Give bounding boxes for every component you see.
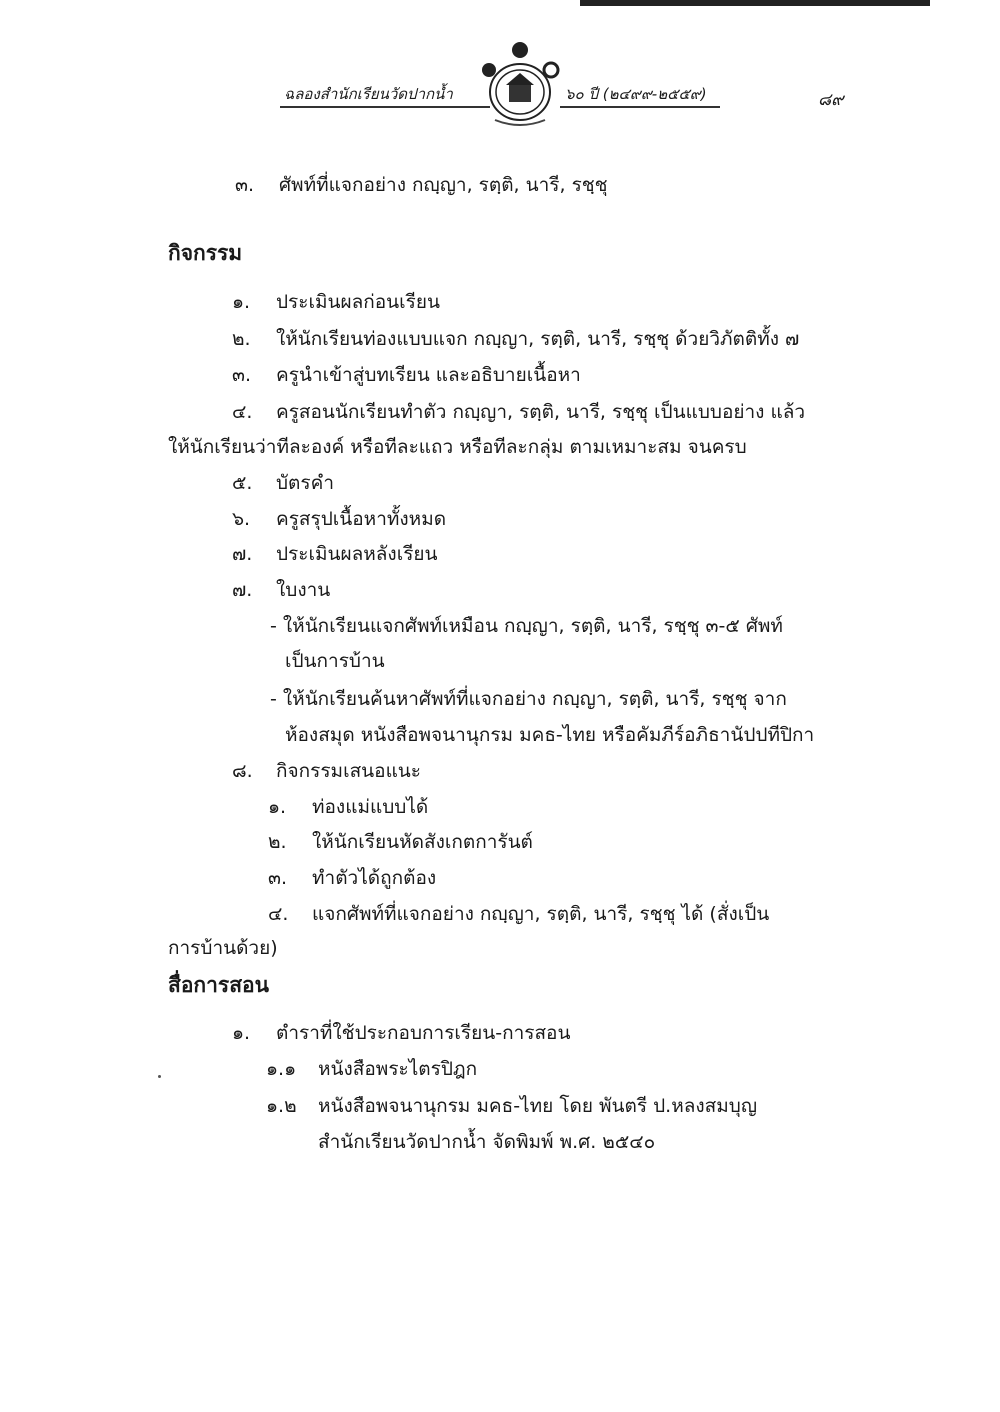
item-text: ให้นักเรียนท่องแบบแจก กญฺญา, รตฺติ, นารี, รชฺชุ ด้วยวิภัตติทั้ง ๗ (276, 328, 800, 350)
worksheet-item-continuation: เป็นการบ้าน (285, 650, 385, 672)
activity-item (232, 577, 330, 603)
suggested-item-continuation: การบ้านด้วย) (168, 937, 278, 959)
item-number: ๑. (232, 291, 251, 313)
school-emblem-icon (475, 40, 565, 128)
item-text: ทำตัวได้ถูกต้อง (312, 867, 437, 889)
media-heading: สื่อการสอน (168, 973, 270, 997)
suggested-item (268, 829, 533, 855)
header-right-text: ๖๐ ปี (๒๔๙๙-๒๕๕๙) (565, 85, 707, 103)
page-number: ๘๙ (818, 90, 844, 110)
item-text: ครูสรุปเนื้อหาทั้งหมด (276, 508, 447, 530)
header-rule-left (280, 106, 490, 108)
item-number: ๑. (268, 796, 287, 818)
media-subitem (266, 1093, 757, 1119)
worksheet-item: - ให้นักเรียนค้นหาศัพท์ที่แจกอย่าง กญฺญา, รตฺติ, นารี, รชฺชุ จาก (270, 688, 787, 710)
item-number: ๕. (232, 472, 253, 494)
activity-item (232, 506, 446, 532)
item-text: บัตรคำ (276, 472, 334, 494)
header-left-text: ฉลองสำนักเรียนวัดปากน้ำ (284, 85, 453, 103)
activity-item (232, 362, 581, 388)
header-rule-right (560, 106, 720, 108)
activity-item (232, 326, 799, 352)
media-subitem (266, 1056, 477, 1082)
item-text: ประเมินผลหลังเรียน (276, 543, 438, 565)
media-item (232, 1020, 570, 1046)
item-number: ๓. (268, 867, 288, 889)
item-number: ๑. (232, 1022, 251, 1044)
activity-item (232, 470, 334, 496)
item-number: ๓. (235, 174, 255, 196)
item-number: ๔. (268, 903, 289, 925)
item-number: ๑.๑ (266, 1058, 297, 1080)
worksheet-item: - ให้นักเรียนแจกศัพท์เหมือน กญฺญา, รตฺติ, นารี, รชฺชุ ๓-๕ ศัพท์ (270, 615, 783, 637)
suggested-item (268, 901, 769, 927)
item-text: ศัพท์ที่แจกอย่าง กญฺญา, รตฺติ, นารี, รชฺชุ (279, 174, 608, 196)
item-number: ๓. (232, 364, 252, 386)
item-number: ๒. (232, 328, 251, 350)
item-number: ๗. (232, 579, 253, 601)
media-subitem-continuation: สำนักเรียนวัดปากน้ำ จัดพิมพ์ พ.ศ. ๒๕๔๐ (318, 1131, 656, 1153)
item-text: ครูสอนนักเรียนทำตัว กญฺญา, รตฺติ, นารี, รชฺชุ เป็นแบบอย่าง แล้ว (276, 401, 806, 423)
item-text: ประเมินผลก่อนเรียน (276, 291, 440, 313)
item-text: ใบงาน (276, 579, 331, 601)
activity-item-continuation: ให้นักเรียนว่าทีละองค์ หรือทีละแถว หรือทีละกลุ่ม ตามเหมาะสม จนครบ (168, 436, 747, 458)
activity-item (232, 541, 438, 567)
suggested-activities-label (232, 758, 421, 784)
activity-item (232, 399, 805, 425)
scan-speck (158, 1075, 161, 1078)
item-text: หนังสือพระไตรปิฎก (318, 1058, 478, 1080)
item-text: ท่องแม่แบบได้ (312, 796, 429, 818)
suggested-item (268, 794, 428, 820)
item-number: ๗. (232, 543, 253, 565)
page-header (270, 40, 870, 130)
item-number: ๔. (232, 401, 253, 423)
activities-heading: กิจกรรม (168, 241, 243, 265)
item-number: ๒. (268, 831, 287, 853)
item-text: ครูนำเข้าสู่บทเรียน และอธิบายเนื้อหา (276, 364, 581, 386)
item-text: ให้นักเรียนหัดสังเกตการันต์ (312, 831, 533, 853)
worksheet-item-continuation: ห้องสมุด หนังสือพจนานุกรม มคธ-ไทย หรือคัมภีร์อภิธานัปปทีปิกา (285, 724, 815, 746)
intro-item (235, 172, 608, 198)
suggested-item (268, 865, 436, 891)
activity-item (232, 289, 440, 315)
item-number: ๑.๒ (266, 1095, 297, 1117)
item-number: ๘. (232, 760, 253, 782)
top-edge-bar (580, 0, 930, 6)
item-text: ตำราที่ใช้ประกอบการเรียน-การสอน (276, 1022, 571, 1044)
item-number: ๖. (232, 508, 251, 530)
item-text: หนังสือพจนานุกรม มคธ-ไทย โดย พันตรี ป.หลงสมบุญ (318, 1095, 758, 1117)
item-text: แจกศัพท์ที่แจกอย่าง กญฺญา, รตฺติ, นารี, รชฺชุ ได้ (สั่งเป็น (312, 903, 770, 925)
item-text: กิจกรรมเสนอแนะ (276, 760, 422, 782)
